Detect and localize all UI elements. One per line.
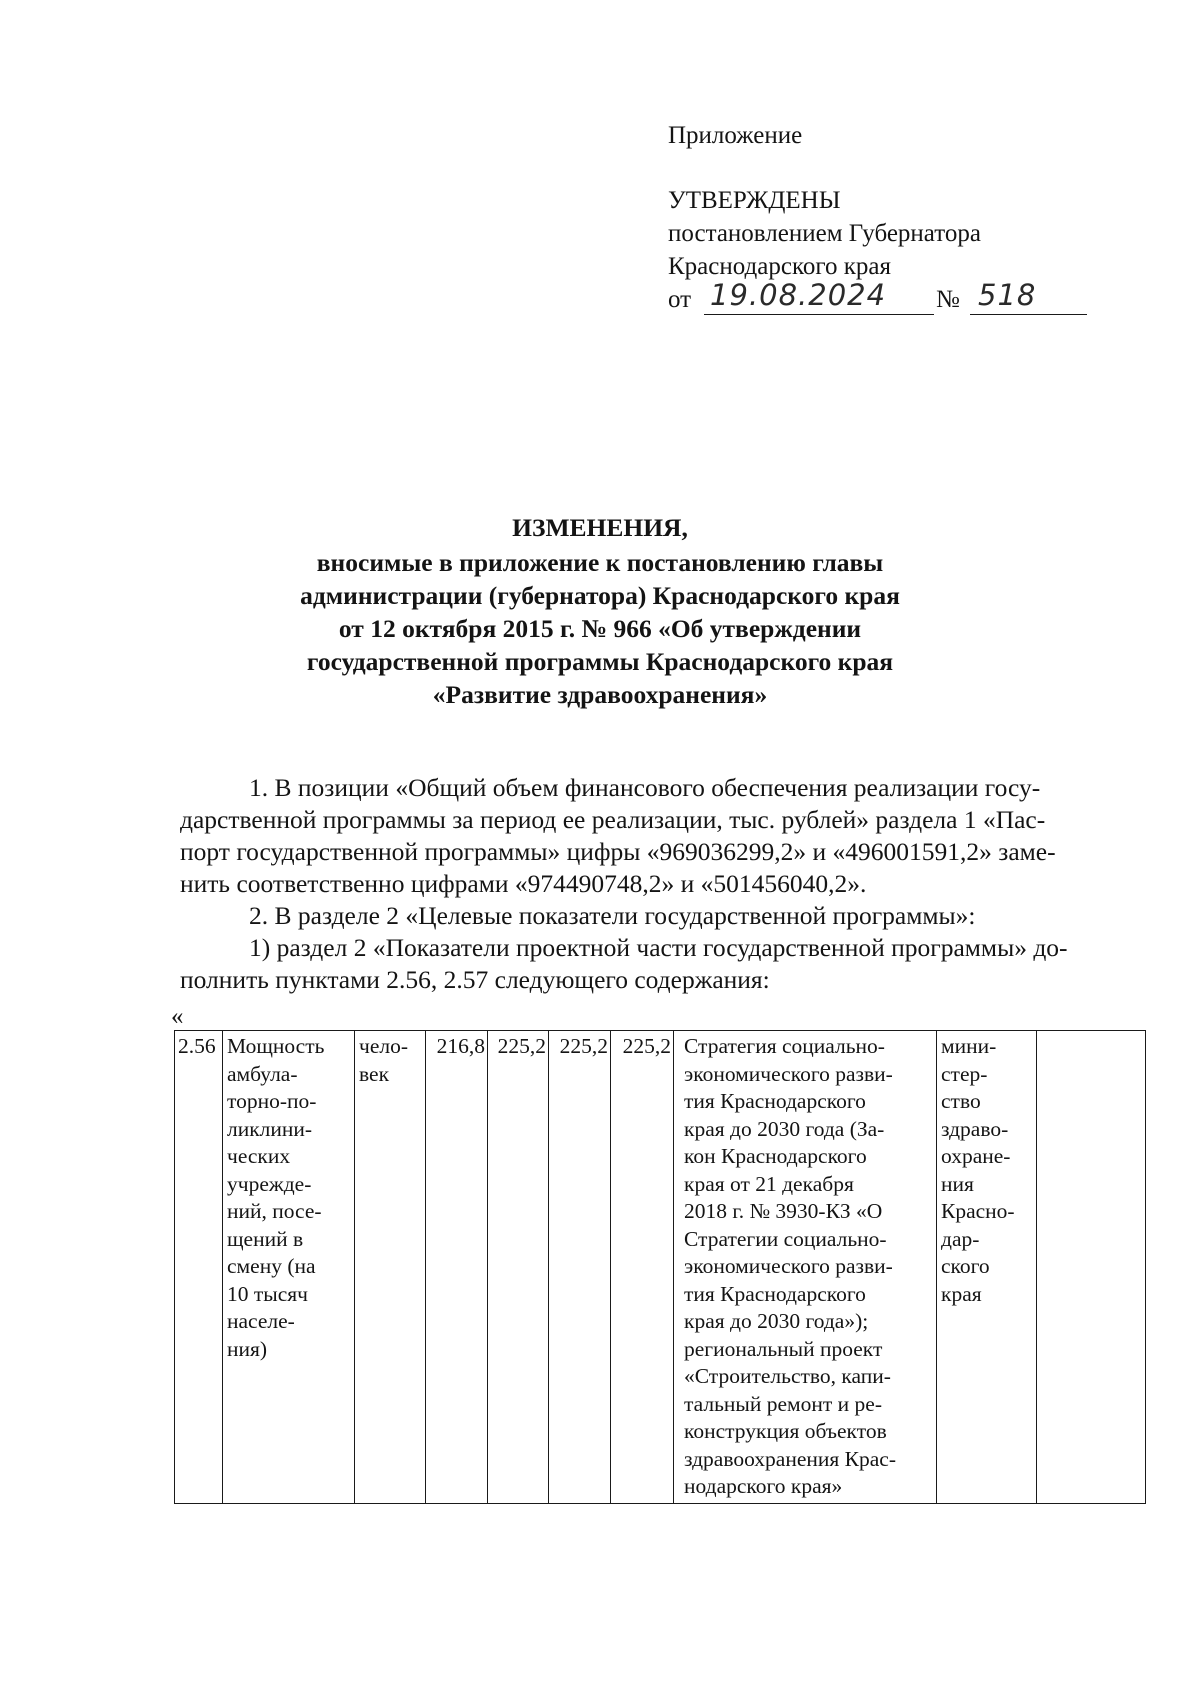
responsible-line: стер- <box>941 1061 988 1086</box>
paragraph-1 <box>180 772 1148 900</box>
indicator-line: ликлини- <box>227 1116 313 1141</box>
responsible-line: дар- <box>941 1226 980 1251</box>
handwritten-date: 19.08.2024 <box>710 278 887 312</box>
responsible-line: Красно- <box>941 1199 1015 1223</box>
indicator-line: 10 тысяч <box>227 1281 308 1306</box>
basis-line: края до 2030 года (За- <box>684 1116 885 1141</box>
basis-line: 2018 г. № 3930-КЗ «О <box>684 1199 883 1223</box>
basis-line: экономического разви- <box>684 1061 893 1086</box>
approval-line-1: постановлением Губернатора <box>668 220 981 247</box>
indicator-line: Мощность <box>227 1034 325 1058</box>
paragraph-2 <box>180 900 1148 932</box>
from-label: от <box>668 286 692 313</box>
paragraph-3 <box>180 932 1148 996</box>
title-line-3: от 12 октября 2015 г. № 966 «Об утверждении <box>338 614 862 643</box>
indicator-line: торно-по- <box>227 1089 317 1113</box>
paragraph-3-line: полнить пунктами 2.56, 2.57 следующего содержания: <box>180 965 770 994</box>
indicator-line: ний, посе- <box>227 1199 322 1223</box>
number-label: № <box>936 286 960 313</box>
paragraph-1-line: дарственной программы за период ее реализации, тыс. рублей» раздела 1 «Пас- <box>180 805 1046 834</box>
responsible-line: здраво- <box>941 1116 1009 1141</box>
appendix-label: Приложение <box>668 122 803 149</box>
responsible-line: мини- <box>941 1034 997 1058</box>
responsible-line: ния <box>941 1171 974 1196</box>
value-cell: 225,2 <box>611 1031 674 1504</box>
basis-line: Стратегия социально- <box>684 1034 885 1058</box>
indicator-line: амбула- <box>227 1061 298 1086</box>
indicator-line: щений в <box>227 1226 304 1251</box>
responsible-line: ского <box>941 1254 990 1278</box>
value-cell: 216,8 <box>426 1031 488 1504</box>
basis-line: экономического разви- <box>684 1254 893 1278</box>
paragraph-3-line: 1) раздел 2 «Показатели проектной части государственной программы» до- <box>249 933 1068 962</box>
indicator-name-cell <box>223 1031 355 1504</box>
title-line-1: вносимые в приложение к постановлению главы <box>316 548 884 577</box>
basis-line: края от 21 декабря <box>684 1171 854 1196</box>
responsible-line: охране- <box>941 1144 1011 1168</box>
body-text <box>180 772 1148 996</box>
basis-line: нодарского края» <box>684 1474 843 1498</box>
indicator-line: населе- <box>227 1309 295 1333</box>
paragraph-2-line: 2. В разделе 2 «Целевые показатели государственной программы»: <box>249 901 976 930</box>
indicator-line: смену (на <box>227 1254 316 1278</box>
unit-line: век <box>359 1061 390 1086</box>
basis-line: «Строительство, капи- <box>684 1364 891 1388</box>
basis-line: тия Краснодарского <box>684 1281 866 1306</box>
paragraph-1-line: порт государственной программы» цифры «969036299,2» и «496001591,2» заме- <box>180 837 1056 866</box>
responsible-cell <box>937 1031 1037 1504</box>
basis-line: конструкция объектов <box>684 1419 887 1443</box>
indicators-table <box>174 1030 1146 1504</box>
row-number: 2.56 <box>175 1031 223 1504</box>
basis-line: кон Краснодарского <box>684 1144 867 1168</box>
paragraph-1-line: нить соответственно цифрами «974490748,2» и «501456040,2». <box>180 869 867 898</box>
table-row <box>175 1031 1146 1504</box>
title-line-4: государственной программы Краснодарского края <box>306 647 894 676</box>
approved-label: УТВЕРЖДЕНЫ <box>668 187 841 214</box>
unit-cell <box>355 1031 426 1504</box>
title-line-5: «Развитие здравоохранения» <box>432 680 768 709</box>
responsible-line: края <box>941 1281 982 1306</box>
indicator-line: ческих <box>227 1144 291 1168</box>
basis-line: Стратегии социально- <box>684 1226 887 1251</box>
indicator-line: учрежде- <box>227 1171 312 1196</box>
number-underline <box>970 314 1087 315</box>
basis-cell <box>674 1031 937 1504</box>
basis-line: тия Краснодарского <box>684 1089 866 1113</box>
value-cell: 225,2 <box>488 1031 549 1504</box>
extra-cell <box>1037 1031 1146 1504</box>
handwritten-number: 518 <box>978 278 1037 312</box>
title-line-2: администрации (губернатора) Краснодарского края <box>300 581 900 610</box>
indicator-line: ния) <box>227 1336 268 1361</box>
unit-line: чело- <box>359 1034 408 1058</box>
responsible-line: ство <box>941 1089 981 1113</box>
opening-quote: « <box>171 1003 184 1030</box>
basis-line: здравоохранения Крас- <box>684 1446 897 1471</box>
approval-line-2: Краснодарского края <box>668 253 891 280</box>
document-heading: ИЗМЕНЕНИЯ, <box>512 513 688 542</box>
basis-line: тальный ремонт и ре- <box>684 1391 883 1416</box>
basis-line: края до 2030 года»); <box>684 1309 869 1333</box>
value-cell: 225,2 <box>549 1031 611 1504</box>
basis-line: региональный проект <box>684 1336 883 1361</box>
date-underline <box>704 314 934 315</box>
paragraph-1-line: 1. В позиции «Общий объем финансового обеспечения реализации госу- <box>249 773 1041 802</box>
